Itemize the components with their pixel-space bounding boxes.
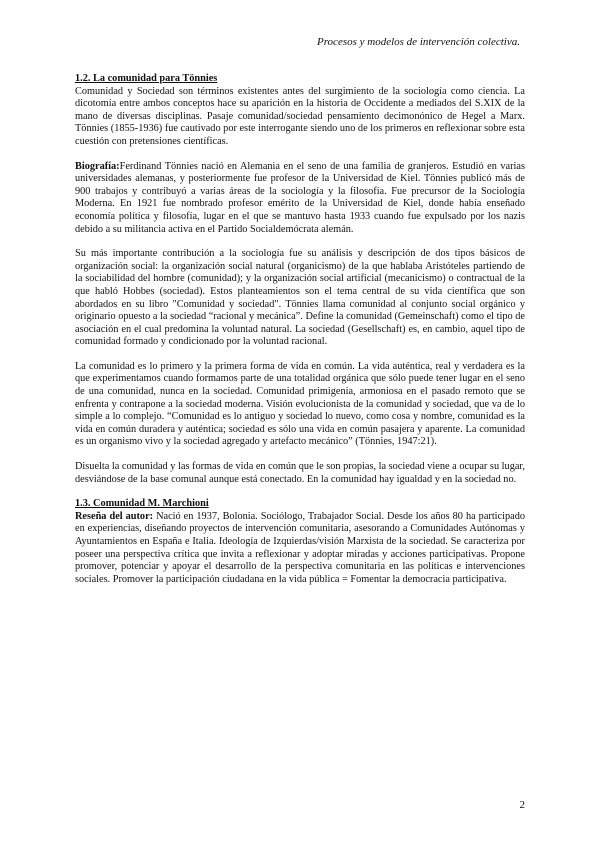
section-heading-tonnies: 1.2. La comunidad para Tönnies [75, 73, 218, 84]
paragraph-dissolution: Disuelta la comunidad y las formas de vida en común que le son propias, la sociedad viene a ocupar su lugar, desviándose de la base comunal aunque está conectado. En la comunidad hay igualdad y en la sociedad no. [75, 461, 525, 485]
paragraph-author-review [75, 511, 525, 587]
running-header: Procesos y modelos de intervención colectiva. [316, 36, 520, 48]
paragraph-community: La comunidad es lo primero y la primera forma de vida en común. La vida auténtica, real y verdadera es la que experimentamos cuando formamos parte de una totalidad orgánica que sólo puede tener lugar en el seno de una comunidad, nunca en la sociedad. Comunidad primigenia, armoniosa en el pasado remoto que se enfrenta y contrapone a la sociedad moderna. Visión evolucionista de la comunidad y sociedad, que va de lo simple a lo complejo. “Comunidad es lo antiguo y sociedad lo nuevo, como cosa y nombre, comunidad es la vida en común duradera y auténtica; sociedad es sólo una vida en común pasajera y aparente. La comunidad es un organismo vivo y la sociedad agregado y artefacto mecánico” (Tönnies, 1947:21). [75, 360, 525, 448]
page-number: 2 [519, 799, 525, 811]
author-review-text: Nació en 1937, Bolonia. Sociólogo, Trabajador Social. Desde los años 80 ha participado en experiencias, diseñando proyectos de intervención comunitaria, asesorando a Comunidades Autónomas y Ayuntamientos en España e Italia. Ideología de Izquierdas/visión Marxista de la sociedad. Se caracteriza por poseer una perspectiva crítica que invita a reflexionar y adoptar miradas y acciones participativas. Propone promover, potenciar y apoyar el desarrollo de la perspectiva comunitaria en las políticas e intervenciones sociales. Promover la participación ciudadana en la vida pública = Fomentar la democracia participativa. [75, 510, 525, 585]
biography-label: Biografía: [75, 160, 120, 172]
author-review-label: Reseña del autor: [75, 510, 154, 522]
document-body [75, 73, 525, 586]
section-heading-marchioni: 1.3. Comunidad M. Marchioni [75, 498, 209, 510]
paragraph-intro: Comunidad y Sociedad son términos existentes antes del surgimiento de la sociología como ciencia. La dicotomía entre ambos conceptos hace su aparición en la historia de Occidente a mediados del S.XIX de la mano de diversas disciplinas. Pasaje comunidad/sociedad pensamiento decimonónico de Hegel a Marx. Tönnies (1855-1936) fue cautivado por este interrogante siendo uno de los primeros en reflexionar sobre esta cuestión con pretensiones científicas. [75, 85, 525, 147]
biography-text: Ferdinand Tönnies nació en Alemania en el seno de una familia de granjeros. Estudió en varias universidades alemanas, y posteriormente fue profesor de la Universidad de Kiel. Tönnies publicó más de 900 trabajos y contribuyó a varias áreas de la sociología y la filosofía. Fue precursor de la Sociología Moderna. En 1921 fue nombrado profesor emérito de la Universidad de Kiel, donde había enseñado economía política y filosofía, lugar en el que se mantuvo hasta 1933 cuando fue expulsado por los nazis debido a su militancia activa en el Partido Socialdemócrata alemán. [75, 160, 525, 235]
paragraph-contribution: Su más importante contribución a la sociología fue su análisis y descripción de dos tipos básicos de organización social: la organización social natural (organicismo) de la que hablaba Aristóteles partiendo de la sociabilidad del hombre (comunidad); y la organización social artificial (mecanicismo) o contractual de la que habló Hobbes (sociedad). Estos planteamientos son el tema central de su vida científica que son abordados en su libro "Comunidad y sociedad". Tönnies llama comunidad al conjunto social orgánico y originario opuesto a la sociedad “racional y mecánica”. Define la comunidad (Gemeinschaft) como el tipo de asociación en el cual predomina la voluntad natural. La sociedad (Gesellschaft) es, en cambio, aquel tipo de comunidad formado y condicionado por la voluntad racional. [75, 248, 525, 348]
paragraph-biography [75, 161, 525, 237]
